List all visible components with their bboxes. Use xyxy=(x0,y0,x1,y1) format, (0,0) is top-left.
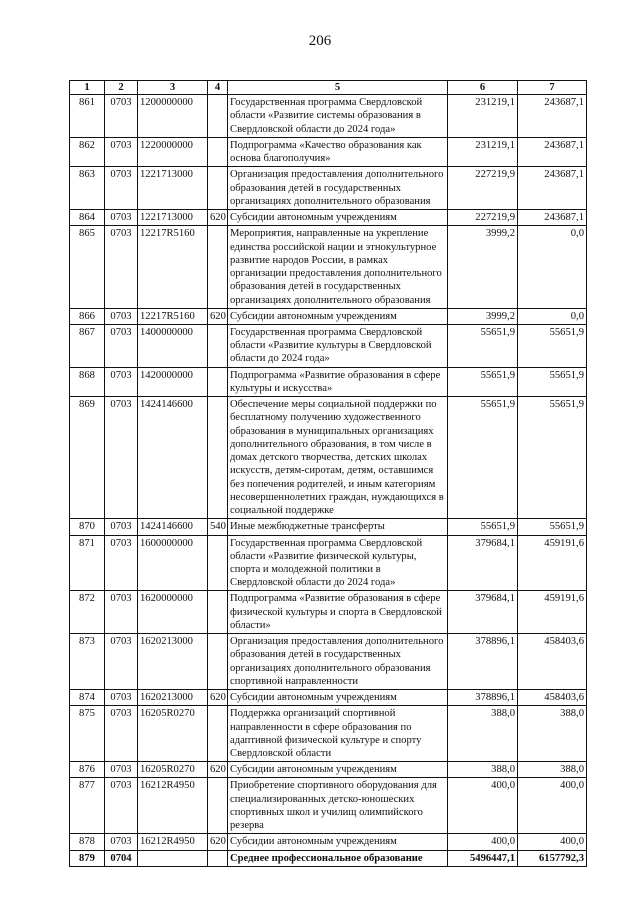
row-number: 869 xyxy=(70,397,105,519)
expense-type xyxy=(208,850,228,866)
section-code: 0703 xyxy=(105,634,138,690)
table-row xyxy=(70,210,587,226)
table-row xyxy=(70,634,587,690)
item-name: Государственная программа Свердловской области «Развитие физической культуры, спорта и молодежной политики в Свердловской области до 2024 года» xyxy=(228,535,448,591)
table-row xyxy=(70,762,587,778)
amount-year-2: 55651,9 xyxy=(518,519,587,535)
target-code: 12217R5160 xyxy=(138,226,208,308)
amount-year-2: 0,0 xyxy=(518,226,587,308)
expense-type xyxy=(208,535,228,591)
item-name: Среднее профессиональное образование xyxy=(228,850,448,866)
amount-year-1: 55651,9 xyxy=(448,324,518,367)
target-code: 1600000000 xyxy=(138,535,208,591)
row-number: 873 xyxy=(70,634,105,690)
expense-type xyxy=(208,634,228,690)
amount-year-2: 55651,9 xyxy=(518,367,587,396)
row-number: 865 xyxy=(70,226,105,308)
header-row xyxy=(70,81,587,95)
section-code: 0703 xyxy=(105,762,138,778)
amount-year-2: 55651,9 xyxy=(518,324,587,367)
row-number: 867 xyxy=(70,324,105,367)
expense-type: 620 xyxy=(208,690,228,706)
target-code: 1221713000 xyxy=(138,167,208,210)
row-number: 875 xyxy=(70,706,105,762)
amount-year-1: 388,0 xyxy=(448,762,518,778)
amount-year-1: 227219,9 xyxy=(448,210,518,226)
section-code: 0703 xyxy=(105,535,138,591)
section-code: 0703 xyxy=(105,324,138,367)
item-name: Субсидии автономным учреждениям xyxy=(228,210,448,226)
row-number: 871 xyxy=(70,535,105,591)
item-name: Субсидии автономным учреждениям xyxy=(228,762,448,778)
item-name: Организация предоставления дополнительного образования детей в государственных организациях дополнительного образования xyxy=(228,167,448,210)
amount-year-2: 243687,1 xyxy=(518,210,587,226)
section-code: 0703 xyxy=(105,167,138,210)
target-code xyxy=(138,850,208,866)
expense-type xyxy=(208,95,228,138)
amount-year-1: 379684,1 xyxy=(448,591,518,634)
amount-year-1: 3999,2 xyxy=(448,226,518,308)
target-code: 1400000000 xyxy=(138,324,208,367)
section-code: 0703 xyxy=(105,834,138,850)
amount-year-2: 458403,6 xyxy=(518,690,587,706)
amount-year-1: 3999,2 xyxy=(448,308,518,324)
row-number: 863 xyxy=(70,167,105,210)
section-code: 0704 xyxy=(105,850,138,866)
amount-year-1: 378896,1 xyxy=(448,634,518,690)
row-number: 877 xyxy=(70,778,105,834)
amount-year-1: 379684,1 xyxy=(448,535,518,591)
expense-type: 540 xyxy=(208,519,228,535)
amount-year-1: 5496447,1 xyxy=(448,850,518,866)
section-code: 0703 xyxy=(105,308,138,324)
row-number: 862 xyxy=(70,137,105,166)
expense-type: 620 xyxy=(208,762,228,778)
amount-year-1: 388,0 xyxy=(448,706,518,762)
amount-year-1: 231219,1 xyxy=(448,137,518,166)
section-code: 0703 xyxy=(105,210,138,226)
expense-type xyxy=(208,367,228,396)
amount-year-2: 0,0 xyxy=(518,308,587,324)
target-code: 1620000000 xyxy=(138,591,208,634)
table-row xyxy=(70,519,587,535)
expense-type xyxy=(208,167,228,210)
amount-year-2: 459191,6 xyxy=(518,535,587,591)
amount-year-1: 378896,1 xyxy=(448,690,518,706)
target-code: 16212R4950 xyxy=(138,778,208,834)
expense-type xyxy=(208,397,228,519)
target-code: 16205R0270 xyxy=(138,762,208,778)
expense-type xyxy=(208,324,228,367)
amount-year-2: 400,0 xyxy=(518,834,587,850)
table-row xyxy=(70,367,587,396)
page-number: 206 xyxy=(308,33,332,49)
section-code: 0703 xyxy=(105,95,138,138)
target-code: 1220000000 xyxy=(138,137,208,166)
header-col-1: 1 xyxy=(70,81,105,95)
table-row xyxy=(70,226,587,308)
row-number: 864 xyxy=(70,210,105,226)
row-number: 872 xyxy=(70,591,105,634)
table-row xyxy=(70,591,587,634)
amount-year-2: 243687,1 xyxy=(518,95,587,138)
target-code: 16212R4950 xyxy=(138,834,208,850)
item-name: Мероприятия, направленные на укрепление единства российской нации и этнокультурное развитие народов России, в рамках организации предоставления дополнительного образования детей в государственных организациях дополнительного образования xyxy=(228,226,448,308)
table-row xyxy=(70,167,587,210)
target-code: 1424146600 xyxy=(138,397,208,519)
item-name: Субсидии автономным учреждениям xyxy=(228,690,448,706)
amount-year-2: 6157792,3 xyxy=(518,850,587,866)
expense-type xyxy=(208,226,228,308)
table-row xyxy=(70,690,587,706)
target-code: 16205R0270 xyxy=(138,706,208,762)
item-name: Обеспечение меры социальной поддержки по бесплатному получению художественного образования в муниципальных организациях дополнительного образования, в том числе в домах детского творчества, детских школах искусств, детям-сиротам, детям, оставшимся без попечения родителей, и иным категориям несовершеннолетних граждан, нуждающихся в социальной поддержке xyxy=(228,397,448,519)
table-row xyxy=(70,397,587,519)
item-name: Подпрограмма «Качество образования как основа благополучия» xyxy=(228,137,448,166)
section-code: 0703 xyxy=(105,397,138,519)
item-name: Приобретение спортивного оборудования для специализированных детско-юношеских спортивных школ и училищ олимпийского резерва xyxy=(228,778,448,834)
table-row xyxy=(70,706,587,762)
amount-year-1: 55651,9 xyxy=(448,397,518,519)
row-number: 876 xyxy=(70,762,105,778)
row-number: 868 xyxy=(70,367,105,396)
section-code: 0703 xyxy=(105,591,138,634)
expense-type: 620 xyxy=(208,834,228,850)
row-number: 878 xyxy=(70,834,105,850)
item-name: Подпрограмма «Развитие образования в сфере физической культуры и спорта в Свердловской области» xyxy=(228,591,448,634)
table-row xyxy=(70,778,587,834)
row-number: 861 xyxy=(70,95,105,138)
row-number: 874 xyxy=(70,690,105,706)
amount-year-1: 55651,9 xyxy=(448,519,518,535)
section-code: 0703 xyxy=(105,778,138,834)
item-name: Субсидии автономным учреждениям xyxy=(228,834,448,850)
header-col-6: 6 xyxy=(448,81,518,95)
section-code: 0703 xyxy=(105,690,138,706)
table-row xyxy=(70,535,587,591)
item-name: Государственная программа Свердловской области «Развитие системы образования в Свердловской области до 2024 года» xyxy=(228,95,448,138)
item-name: Организация предоставления дополнительного образования детей в государственных организациях дополнительного образования спортивной направленности xyxy=(228,634,448,690)
amount-year-2: 459191,6 xyxy=(518,591,587,634)
amount-year-2: 55651,9 xyxy=(518,397,587,519)
amount-year-2: 243687,1 xyxy=(518,167,587,210)
expense-type xyxy=(208,591,228,634)
expense-type xyxy=(208,706,228,762)
item-name: Государственная программа Свердловской области «Развитие культуры в Свердловской области до 2024 года» xyxy=(228,324,448,367)
table-body xyxy=(70,95,587,867)
target-code: 1221713000 xyxy=(138,210,208,226)
header-col-5: 5 xyxy=(228,81,448,95)
row-number: 870 xyxy=(70,519,105,535)
target-code: 1200000000 xyxy=(138,95,208,138)
item-name: Поддержка организаций спортивной направленности в сфере образования по адаптивной физической культуре и спорту Свердловской области xyxy=(228,706,448,762)
amount-year-1: 55651,9 xyxy=(448,367,518,396)
expense-type xyxy=(208,778,228,834)
section-code: 0703 xyxy=(105,226,138,308)
amount-year-1: 231219,1 xyxy=(448,95,518,138)
table-row xyxy=(70,308,587,324)
amount-year-1: 400,0 xyxy=(448,834,518,850)
section-code: 0703 xyxy=(105,367,138,396)
table-row xyxy=(70,95,587,138)
amount-year-2: 388,0 xyxy=(518,706,587,762)
header-col-7: 7 xyxy=(518,81,587,95)
amount-year-2: 243687,1 xyxy=(518,137,587,166)
target-code: 1620213000 xyxy=(138,690,208,706)
table-row xyxy=(70,834,587,850)
amount-year-1: 227219,9 xyxy=(448,167,518,210)
row-number: 879 xyxy=(70,850,105,866)
row-number: 866 xyxy=(70,308,105,324)
section-code: 0703 xyxy=(105,519,138,535)
header-col-2: 2 xyxy=(105,81,138,95)
table-row xyxy=(70,324,587,367)
section-code: 0703 xyxy=(105,706,138,762)
header-col-4: 4 xyxy=(208,81,228,95)
amount-year-2: 458403,6 xyxy=(518,634,587,690)
amount-year-1: 400,0 xyxy=(448,778,518,834)
section-code: 0703 xyxy=(105,137,138,166)
expense-type: 620 xyxy=(208,308,228,324)
target-code: 12217R5160 xyxy=(138,308,208,324)
target-code: 1424146600 xyxy=(138,519,208,535)
budget-table xyxy=(69,80,587,867)
table-row xyxy=(70,137,587,166)
amount-year-2: 400,0 xyxy=(518,778,587,834)
amount-year-2: 388,0 xyxy=(518,762,587,778)
table-row xyxy=(70,850,587,866)
target-code: 1620213000 xyxy=(138,634,208,690)
expense-type: 620 xyxy=(208,210,228,226)
item-name: Подпрограмма «Развитие образования в сфере культуры и искусства» xyxy=(228,367,448,396)
item-name: Субсидии автономным учреждениям xyxy=(228,308,448,324)
target-code: 1420000000 xyxy=(138,367,208,396)
header-col-3: 3 xyxy=(138,81,208,95)
expense-type xyxy=(208,137,228,166)
item-name: Иные межбюджетные трансферты xyxy=(228,519,448,535)
